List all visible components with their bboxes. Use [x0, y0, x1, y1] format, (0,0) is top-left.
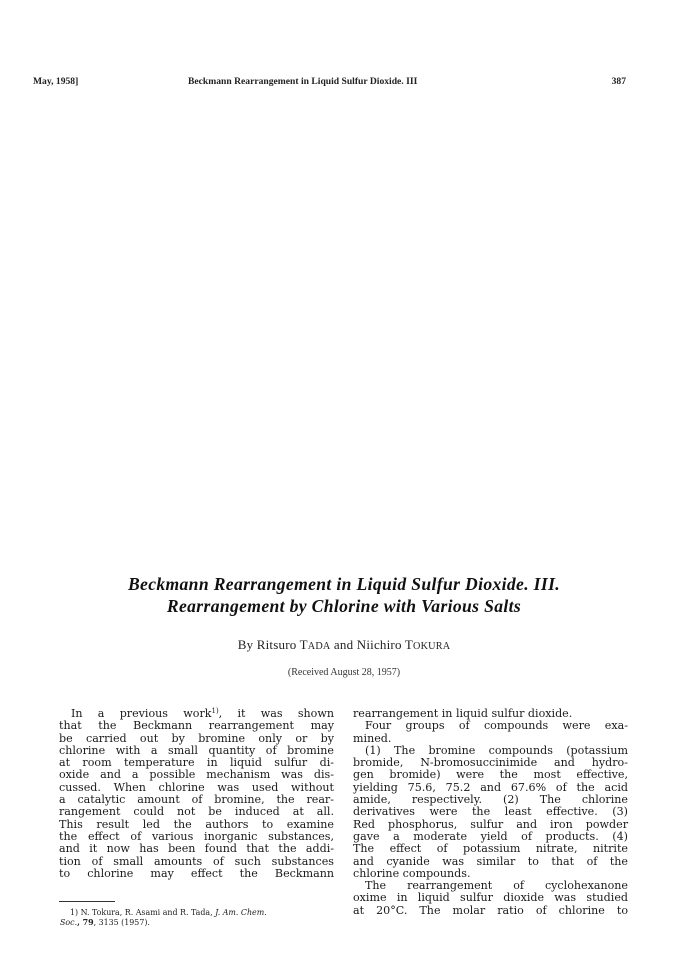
- footnote: [60, 908, 340, 928]
- body-line: that the Beckmann rearrangement may: [59, 719, 334, 733]
- article-title-line-1: Beckmann Rearrangement in Liquid Sulfur Dioxide. III.: [127, 574, 561, 594]
- article-title-block: [0, 573, 688, 678]
- body-line: This result led the authors to examine: [59, 817, 334, 831]
- footnote-line-2: [60, 918, 340, 928]
- body-line: Red phosphorus, sulfur and iron powder: [353, 817, 628, 831]
- body-line: oxide and a possible mechanism was dis-: [59, 768, 334, 782]
- body-line: bromide, N-bromosuccinimide and hydro-: [353, 756, 628, 770]
- body-line: at room temperature in liquid sulfur di-: [59, 756, 334, 770]
- body-line: gen bromide) were the most effective,: [353, 768, 628, 782]
- body-line: tion of small amounts of such substances: [59, 854, 334, 868]
- body-line: the effect of various inorganic substances,: [59, 829, 334, 843]
- body-line: mined.: [353, 731, 392, 745]
- body-line: yielding 75.6, 75.2 and 67.6% of the acid: [353, 780, 628, 794]
- body-line: rearrangement in liquid sulfur dioxide.: [353, 707, 573, 720]
- received-date: (Received August 28, 1957): [287, 667, 401, 678]
- footnote-text: 1) N. Tokura, R. Asami and R. Tada,: [70, 908, 216, 917]
- body-line: derivatives were the least effective. (3): [353, 805, 628, 819]
- footnote-line-1: [70, 908, 340, 918]
- body-line: rangement could not be induced at all.: [59, 805, 334, 819]
- body-line: (1) The bromine compounds (potassium: [365, 743, 628, 757]
- author1-surname-first: T: [299, 637, 308, 652]
- body-line: cussed. When chlorine was used without: [59, 780, 334, 794]
- left-column: [59, 708, 334, 880]
- right-column: [353, 708, 628, 917]
- body-line: chlorine compounds.: [353, 866, 471, 880]
- body-line: a catalytic amount of bromine, the rear-: [59, 793, 334, 807]
- header-date: May, 1958]: [33, 76, 79, 87]
- author-and: and Niichiro: [330, 637, 405, 652]
- body-line: The effect of potassium nitrate, nitrite: [353, 842, 628, 856]
- footnote-divider: [59, 901, 115, 902]
- author2-surname-rest: OKURA: [413, 641, 451, 652]
- body-line: and it now has been found that the addi-: [59, 842, 334, 856]
- footnote-ref: 1): [211, 707, 219, 715]
- article-title-line-2: Rearrangement by Chlorine with Various Salts: [166, 596, 522, 616]
- body-line: be carried out by bromine only or by: [59, 731, 334, 745]
- body-line: The rearrangement of cyclohexanone: [365, 879, 628, 893]
- body-line: Four groups of compounds were exa-: [365, 719, 628, 733]
- header-page-number: 387: [611, 76, 626, 87]
- author1-surname-rest: ADA: [307, 641, 331, 652]
- body-text: , it was shown: [218, 707, 334, 720]
- body-line: amide, respectively. (2) The chlorine: [353, 793, 628, 807]
- body-line: gave a moderate yield of products. (4): [353, 829, 628, 843]
- footnote-text: , 3135 (1957).: [93, 918, 150, 927]
- body-line: to chlorine may effect the Beckmann: [59, 866, 334, 880]
- footnote-volume: , 79: [77, 918, 94, 927]
- footnote-journal: Soc.: [60, 918, 78, 927]
- body-line: chlorine with a small quantity of bromine: [59, 743, 334, 757]
- body-line: and cyanide was similar to that of the: [353, 854, 628, 868]
- author-line: [0, 637, 688, 653]
- body-line: at 20°C. The molar ratio of chlorine to: [353, 903, 628, 917]
- body-line: oxime in liquid sulfur dioxide was studied: [353, 891, 628, 905]
- author2-surname-first: T: [404, 637, 414, 652]
- body-text: In a previous work: [71, 707, 212, 720]
- author-by: By Ritsuro: [237, 637, 300, 652]
- header-running-title: Beckmann Rearrangement in Liquid Sulfur Dioxide. III: [188, 76, 418, 87]
- footnote-journal: J. Am. Chem.: [215, 908, 267, 917]
